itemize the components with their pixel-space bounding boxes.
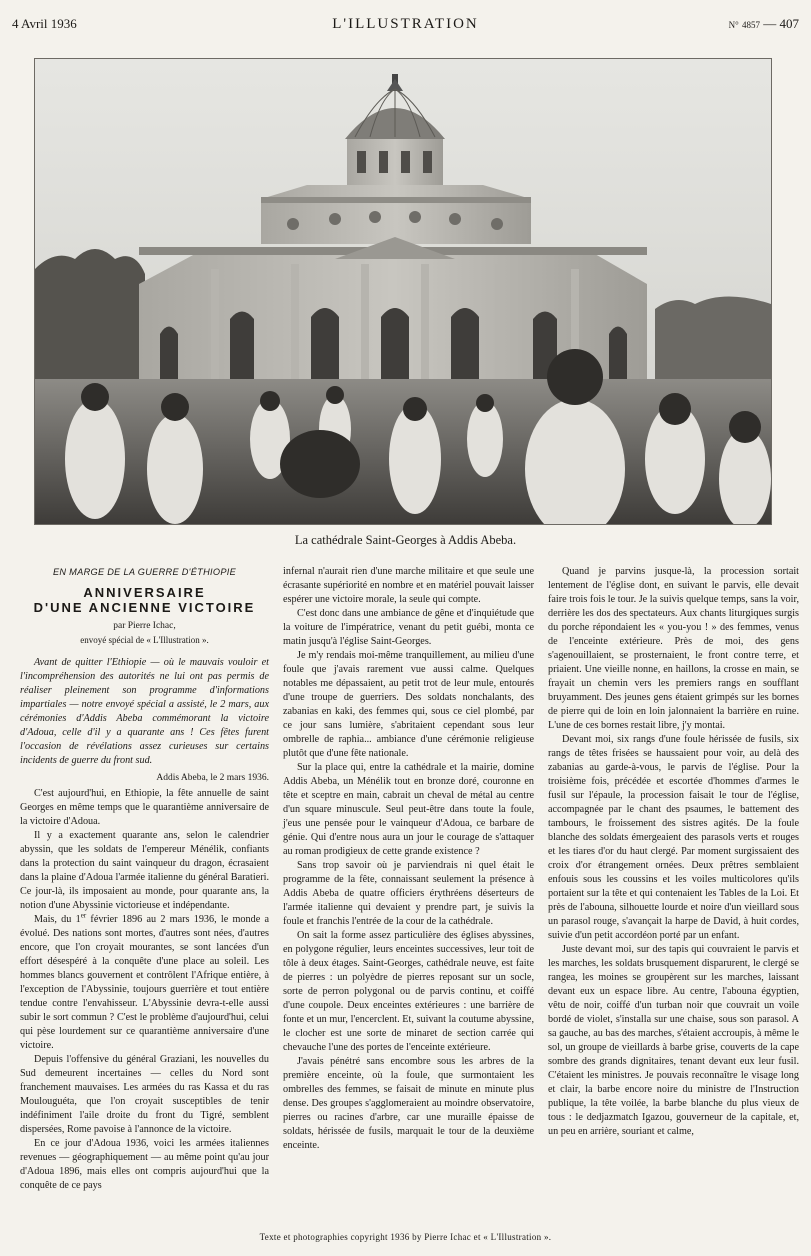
headline-line-1: ANNIVERSAIRE xyxy=(83,585,206,600)
issue-date: 4 Avril 1936 xyxy=(12,16,77,31)
paragraph: Juste devant moi, sur des tapis qui couvraient le parvis et les marches, les soldats brusquement disparurent, le clergé se rangea, les moines se groupèrent sur les marches, laissant devant eux un espace libre. Au centre, l'abouna égyptien, vêtu de noir, coiffé d'un turban noir que couvrait un voile bordé de violet, s'installa sur une chaise, sous son parasol. A sa gauche, au bas des marches, s'étaient accroupis, à même le sol, un groupe de vieillards à barbe grise, couverts de la cape sombre des grands dignitaires, tenant devant eux leur fusil. C'étaient les ministres. Je pouvais reconnaître le visage long et clair, la barbe encore noire du ministre de l'Instruction publique, la tête voilée, la barbe blanche du plus vieux de tous : le dedjazmatch Igazou, gouverneur de la capitale, et, un peu en arrière, souriant et calme, xyxy=(548,944,799,1137)
paragraph: Sur la place qui, entre la cathédrale et la mairie, domine Addis Abeba, un Ménélik tout en bronze doré, couronne en tête et sceptre en main, cabrait un cheval de métal au centre d'un square minuscule. Seul peut-être dans toute la foule, j'eus une pensée pour le vainqueur d'Adoua, ce barbare de génie. Qui d'entre nous aura un jour le courage de s'attaquer au roman prodigieux de cette grande existence ? xyxy=(283,762,534,857)
page-header xyxy=(0,16,811,36)
paragraph: C'est donc dans une ambiance de gêne et d'inquiétude que la voiture de l'impératrice, venant du petit guébi, monta ce matin jusqu'à l'église Saint-Georges. xyxy=(283,608,534,647)
issue-and-page xyxy=(729,16,799,32)
copyright-footer: Texte et photographies copyright 1936 by Pierre Ichac et « L'Illustration ». xyxy=(259,1232,552,1242)
article-column-2 xyxy=(283,565,534,1153)
paragraph xyxy=(20,913,269,1053)
byline-role: envoyé spécial de « L'Illustration ». xyxy=(80,635,209,645)
article-intro: Avant de quitter l'Ethiopie — où le mauvais vouloir et l'incompréhension des autorités ne lui ont pas permis de réaliser pleinement son programme d'informations impartiales — notre envoyé spécial a assisté, le 2 mars, aux cérémonies d'Addis Abeba commémorant la victoire d'Adoua, celle d'il y a quarante ans ! Ces fêtes furent l'occasion de révélations assez curieuses sur certains incidents de guerre du front sud. xyxy=(20,657,269,766)
cathedral-illustration xyxy=(35,59,771,524)
paragraph: En ce jour d'Adoua 1936, voici les armées italiennes revenues — géographiquement — au même point qu'au jour d'Adoua 1896, mais elles ont compris aujourd'hui que la conquête de ce pays xyxy=(20,1138,269,1191)
paragraph: Je m'y rendais moi-même tranquillement, au milieu d'une foule que j'avais rarement vue aussi calme. Quelques notables me dépassaient, au petit trot de leur mule, entourés d'une troupe de guerriers. Des soldats nonchalants, des zabanias en kaki, des femmes qui, sous ce ciel plombé, par ce jour sans lumière, s'abritaient cependant sous leur ombrelle de raphia... ambiance d'une cérémonie religieuse plutôt que d'une fête nationale. xyxy=(283,650,534,759)
paragraph: Quand je parvins jusque-là, la procession sortait lentement de l'église dont, en suivant le parvis, elle devait faire trois fois le tour. Je la suivis quelque temps, sans la voir, derrière les dos des spectateurs. Aux chants liturgiques surgis du porche répondaient les « you-you ! » des femmes, venus de l'enceinte extérieure. Près de moi, des gens s'agenouillaient, se prosternaient, le front contre terre, et priaient. Une vieille nonne, en haillons, la crosse en main, se frayait un chemin vers les premiers rangs en soufflant bruyamment. Des jeunes gens étaient grimpés sur les bornes de pierre qui de loin en loin jalonnaient la barrière en ruine. L'une de ces bornes restait libre, j'y montai. xyxy=(548,566,799,731)
page-number: — 407 xyxy=(763,16,799,31)
photo-caption: La cathédrale Saint-Georges à Addis Abeba. xyxy=(294,533,517,547)
article-column-1 xyxy=(20,565,269,1193)
headline-line-2: D'UNE ANCIENNE VICTOIRE xyxy=(33,600,256,615)
paragraph: J'avais pénétré sans encombre sous les arbres de la première enceinte, où la foule, que surmontaient les ombrelles des femmes, se faisait de minute en minute plus dense. Des groupes s'agglomeraient au moindre observatoire, pierres ou racines d'arbre, car une muraille épaisse de soldats, hérissée de fusils, marquait le tour de la deuxième enceinte. xyxy=(283,1056,534,1151)
paragraph-rest: février 1896 au 2 mars 1936, le monde a évolué. Des nations sont mortes, d'autres sont nées, d'autres encore, que l'on croyait mourantes, se sont lancées d'un effort désespéré à la conquête d'une place au soleil. Les hommes blancs gouvernent et contrôlent l'Afrique entière, à l'exception de l'Abyssinie, toujours guerrière et tout entière tendue contre l'envahisseur. L'Abyssinie devra-t-elle aussi subir le sort commun ? C'est le problème d'aujourd'hui, celui qui pèse lourdement sur ce quarantième anniversaire d'une victoire. xyxy=(20,914,270,1051)
publication-title: L'ILLUSTRATION xyxy=(332,16,479,32)
ordinal-superscript: er xyxy=(80,911,87,920)
cathedral-photo xyxy=(34,58,772,525)
issue-number: 4857 xyxy=(742,20,760,30)
article-column-3 xyxy=(548,565,799,1139)
article-dateline: Addis Abeba, le 2 mars 1936. xyxy=(156,773,269,783)
issue-prefix: N° xyxy=(728,20,739,30)
paragraph: Devant moi, six rangs d'une foule hérissée de fusils, six rangs de têtes frisées se haussaient pour voir, au delà des zabanias au garde-à-vous, le parvis de l'église. Pour la troisième fois, précédée et escortée d'hommes d'armes le fusil sur l'épaule, la procession faisait le tour de l'église, accompagnée par le chant des psaumes, le battement des tambours, le froissement des sistres agités. De la foule blanche des soldats émergeaient des parasols verts et rouges et les tiares d'or du haut clergé. Par moment surgissaient des croix d'or étrangement ornées. Deux prêtres semblaient enfouis sous les coussins et les voiles multicolores qu'ils portaient sur la tête et qui contenaient les Tables de la Loi. Et près de l'abouna, silhouette lourde et noire d'un vieillard sous un parasol rouge, s'avançait la harpe de David, à huit cordes, suivie d'un petit accordéon porté par un enfant. xyxy=(548,734,799,941)
paragraph: Sans trop savoir où je parviendrais ni quel était le programme de la fête, connaissant seulement la présence à Addis Abeba de quatre officiers érythréens déserteurs de l'armée italienne qui devaient y prendre part, je suivis la foule et franchis l'entrée de la cour de la cathédrale. xyxy=(283,860,534,927)
paragraph: Il y a exactement quarante ans, selon le calendrier abyssin, que les soldats de l'empereur Ménélik, confiants dans la protection du saint vainqueur du dragon, écrasaient dans la plaine d'Adoua l'armée italienne du général Baratieri. Ce jour-là, ils imposaient au monde, pour quarante ans, la notion d'une Abyssinie victorieuse et indépendante. xyxy=(20,830,269,911)
paragraph: Depuis l'offensive du général Graziani, les nouvelles du Sud demeurent incertaines — celles du Nord sont franchement mauvaises. Les armées du ras Kassa et du ras Moulouguéta, que l'on croyait susceptibles de tenir indéfiniment l'aile droite du front du Tigré, semblent dispersées, Rome pavoise à l'annonce de la victoire. xyxy=(20,1054,269,1135)
byline-author: par Pierre Ichac, xyxy=(113,621,176,631)
paragraph: infernal n'aurait rien d'une marche militaire et que seule une écrasante supériorité en nombre et en matériel pouvait laisser espérer une victoire morale, la seule qui compte. xyxy=(283,566,534,605)
paragraph-start: Mais, du 1 xyxy=(34,914,81,925)
article-kicker: EN MARGE DE LA GUERRE D'ÉTHIOPIE xyxy=(52,567,237,577)
paragraph: C'est aujourd'hui, en Ethiopie, la fête annuelle de saint Georges en même temps que le quarantième anniversaire de la victoire d'Adoua. xyxy=(20,788,269,827)
paragraph: On sait la forme assez particulière des églises abyssines, en polygone régulier, leurs enceintes successives, leur toit de tôle à deux étages. Saint-Georges, cathédrale neuve, est faite de pierres : un polyèdre de pierres reposant sur un socle, sorte de perron polygonal ou de parvis continu, et coiffé d'une coupole. Deux enceintes extérieures : une barrière de fonte et un mur, l'encerclent. Et, suivant la coutume abyssine, le clocher est une sorte de minaret de section carrée qui chevauche l'une des portes de l'enceinte extérieure. xyxy=(283,930,534,1053)
